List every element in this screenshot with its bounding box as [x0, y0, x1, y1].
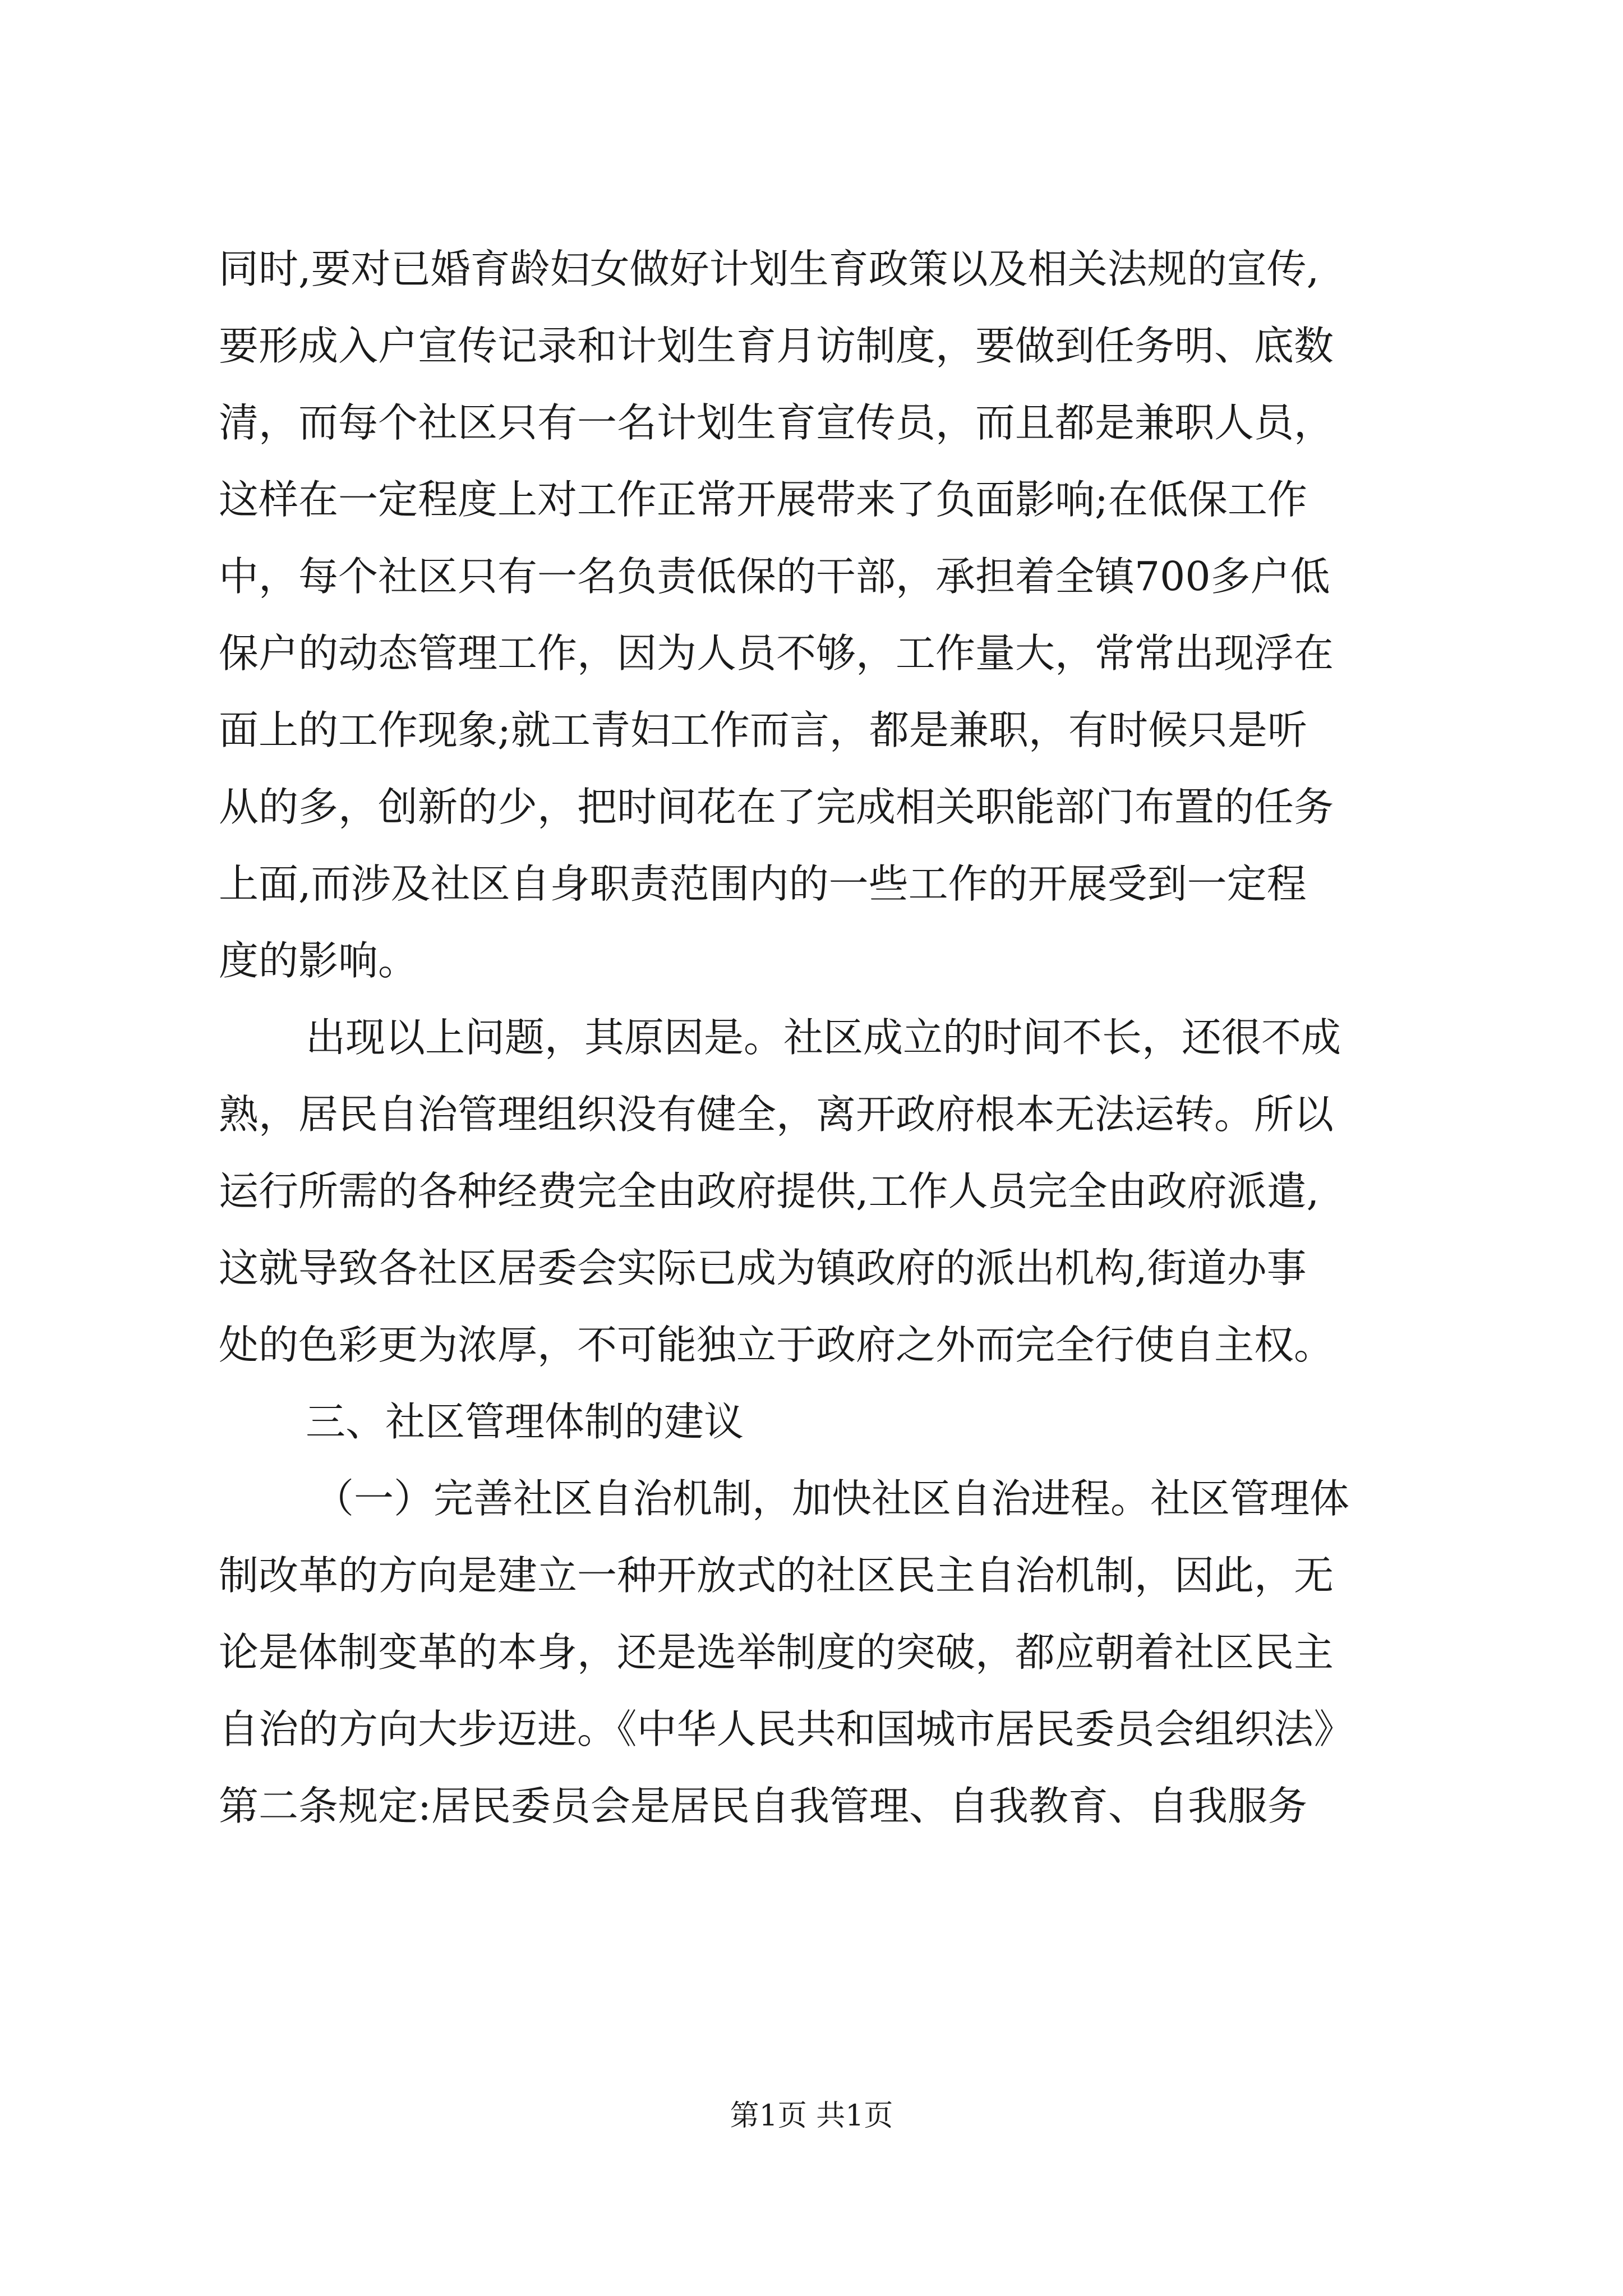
text-line: 这样在一定程度上对工作正常开展带来了负面影响;在低保工作	[219, 476, 1307, 523]
text-line: 同时,要对已婚育龄妇女做好计划生育政策以及相关法规的宣传,	[219, 246, 1320, 292]
text-line: 论是体制变革的本身，还是选举制度的突破，都应朝着社区民主	[219, 1629, 1334, 1676]
text-line: 制改革的方向是建立一种开放式的社区民主自治机制，因此，无	[219, 1552, 1334, 1599]
paragraph-start-line: 出现以上问题，其原因是。社区成立的时间不长，还很不成	[306, 1014, 1341, 1061]
text-line: 要形成入户宣传记录和计划生育月访制度，要做到任务明、底数	[219, 323, 1334, 369]
section-heading: 三、社区管理体制的建议	[306, 1398, 744, 1445]
text-line: 清，而每个社区只有一名计划生育宣传员，而且都是兼职人员，	[219, 399, 1334, 446]
text-line: 这就导致各社区居委会实际已成为镇政府的派出机构,街道办事	[219, 1245, 1307, 1291]
text-line: 保户的动态管理工作，因为人员不够，工作量大，常常出现浮在	[219, 630, 1334, 677]
paragraph-start-line: （一）完善社区自治机制，加快社区自治进程。社区管理体	[314, 1475, 1350, 1522]
text-line: 中，每个社区只有一名负责低保的干部，承担着全镇700多户低	[219, 553, 1330, 600]
text-line: 面上的工作现象;就工青妇工作而言，都是兼职，有时候只是听	[219, 707, 1307, 753]
text-line: 运行所需的各种经费完全由政府提供,工作人员完全由政府派遣,	[219, 1168, 1320, 1214]
text-line: 度的影响。	[219, 937, 418, 984]
page-footer: 第1页 共1页	[730, 2099, 893, 2133]
text-line: 处的色彩更为浓厚，不可能独立于政府之外而完全行使自主权。	[219, 1322, 1334, 1368]
text-line: 熟，居民自治管理组织没有健全，离开政府根本无法运转。所以	[219, 1091, 1334, 1138]
text-line: 上面,而涉及社区自身职责范围内的一些工作的开展受到一定程	[219, 861, 1307, 907]
text-line: 第二条规定:居民委员会是居民自我管理、自我教育、自我服务	[219, 1783, 1307, 1829]
text-line: 从的多，创新的少，把时间花在了完成相关职能部门布置的任务	[219, 784, 1334, 830]
text-line: 自治的方向大步迈进。《中华人民共和国城市居民委员会组织法》	[219, 1706, 1354, 1752]
